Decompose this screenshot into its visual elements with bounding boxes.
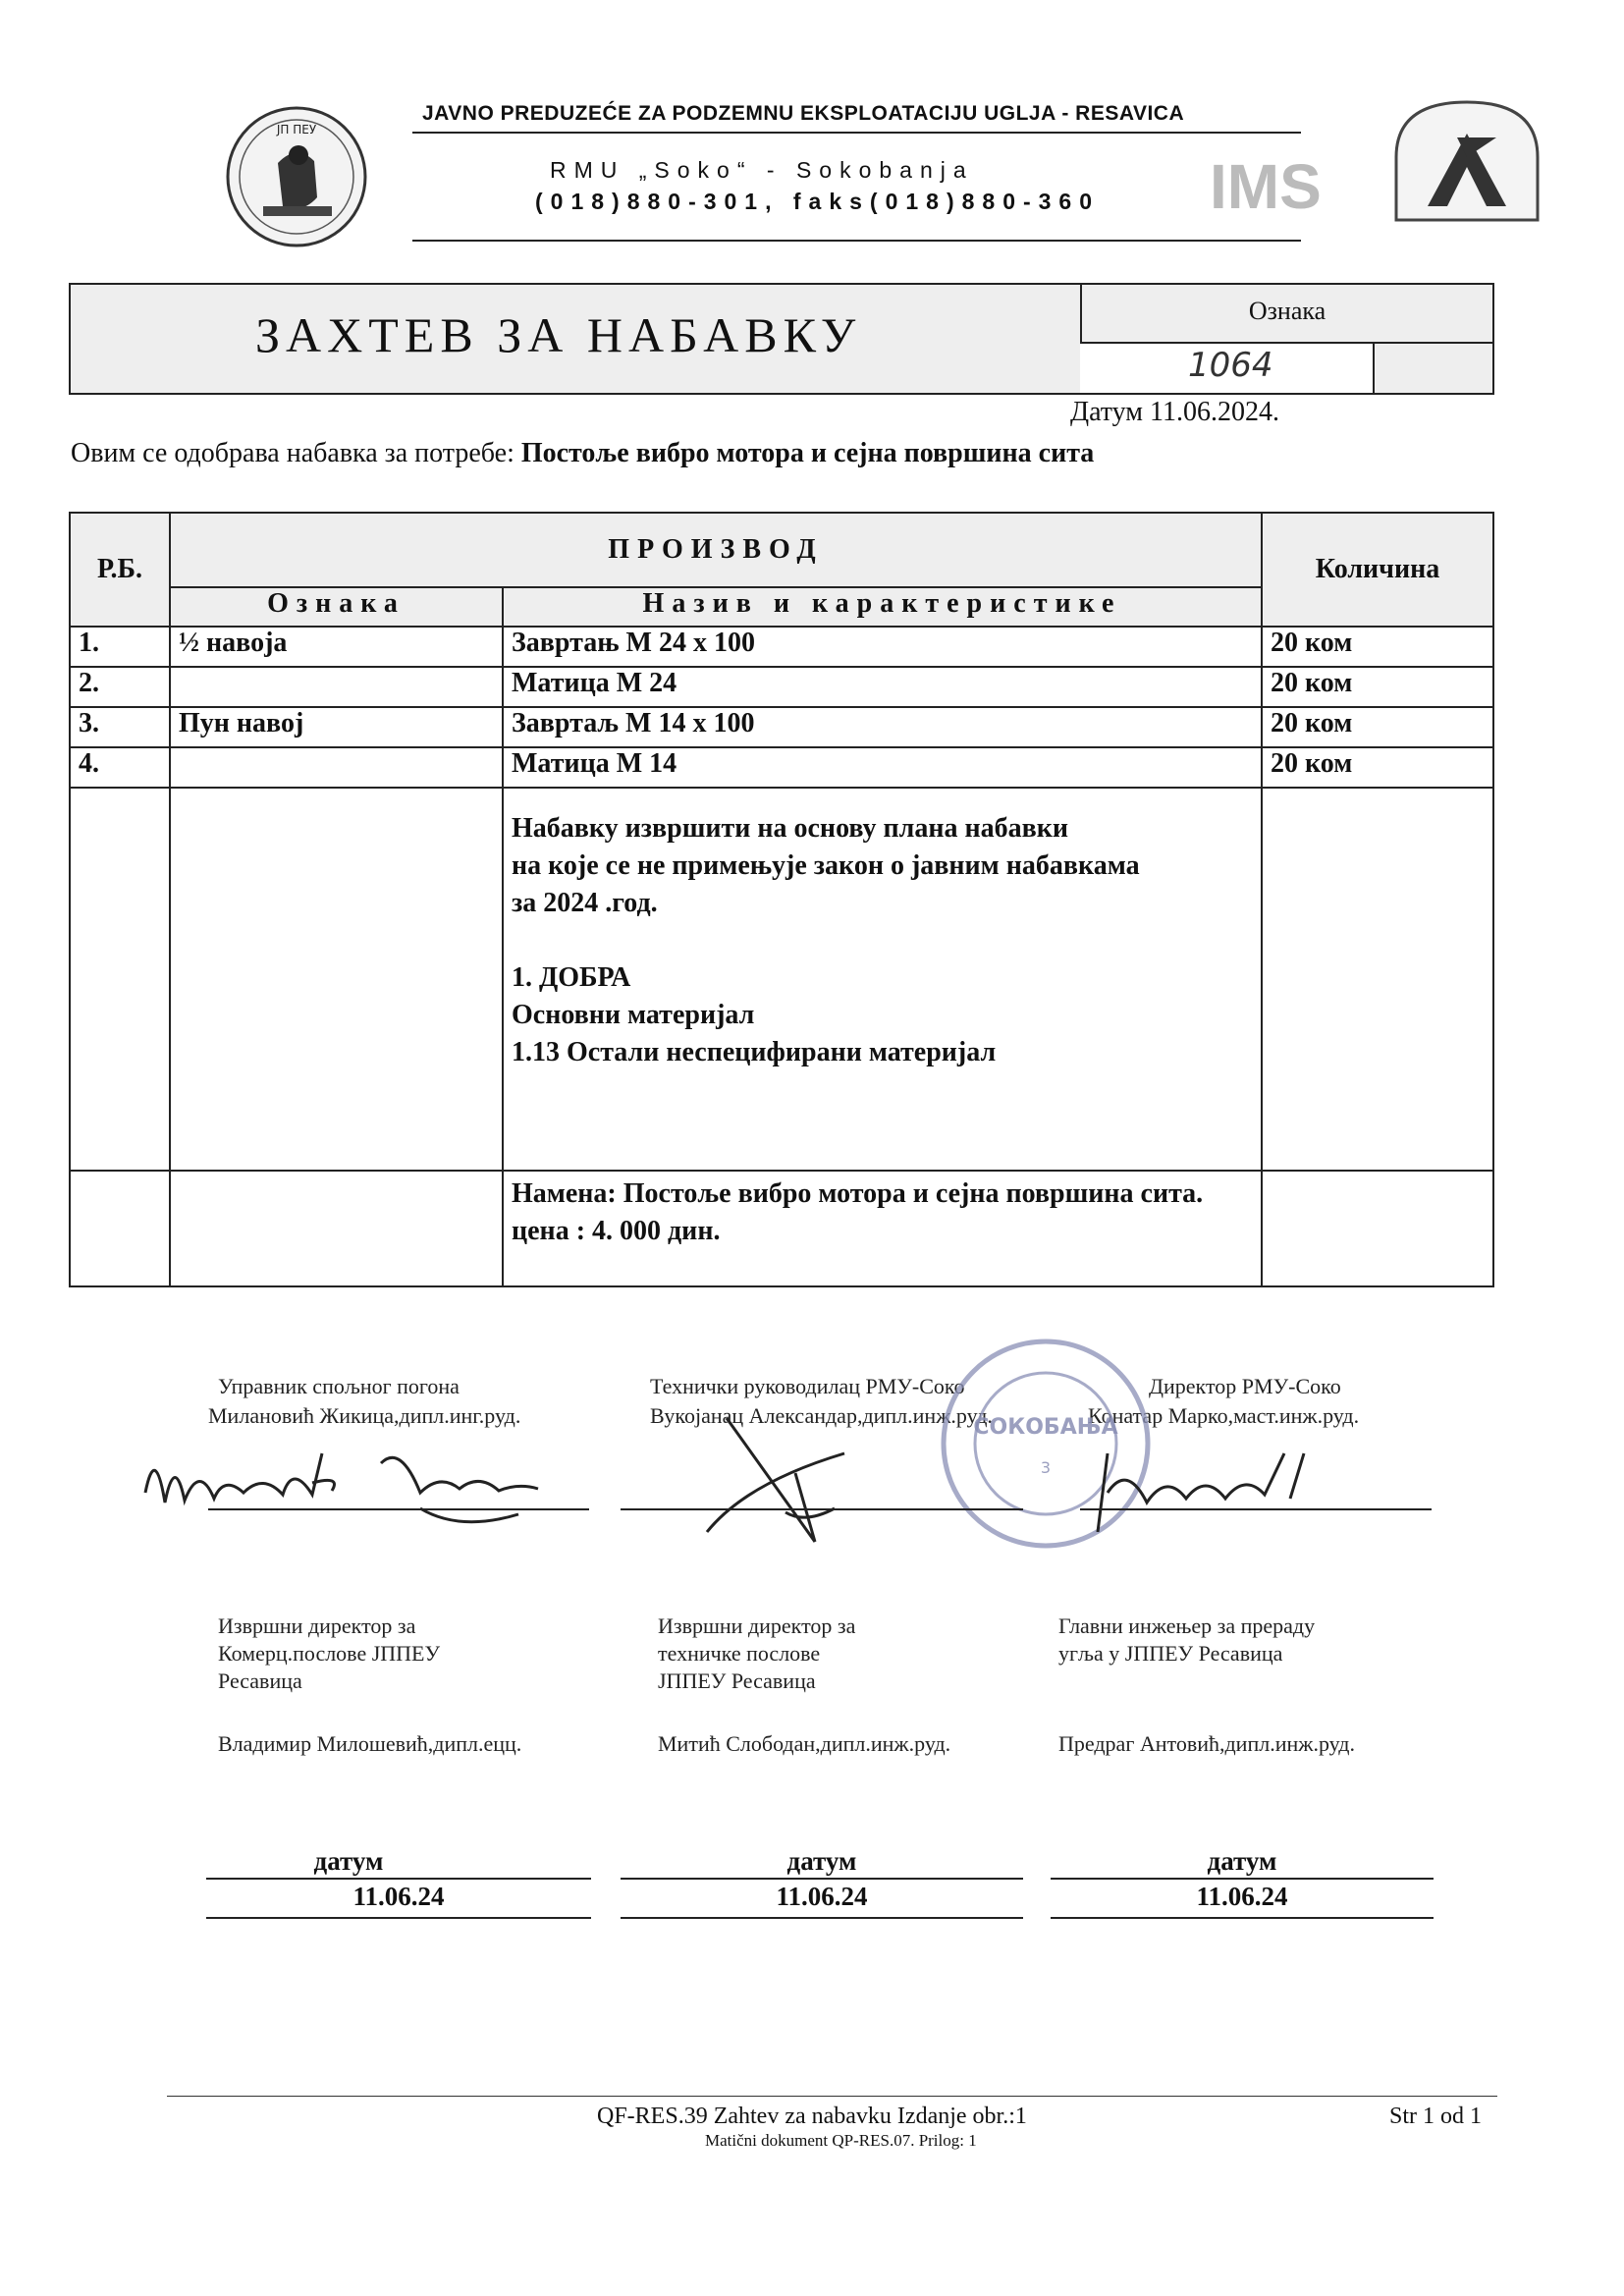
executive-role: техничке послове [658,1641,821,1666]
footer-page-number: Str 1 od 1 [1389,2104,1483,2129]
table-row [70,707,1493,747]
executive-role: угља у ЈППЕУ Ресавица [1058,1641,1283,1666]
svg-text:3: 3 [1040,1458,1052,1477]
document-date: Датум 11.06.2024. [1070,397,1279,427]
executive-role: Главни инжењер за прераду [1058,1613,1316,1638]
notes-line: Основни материјал [512,1000,755,1030]
executive-name: Владимир Милошевић,дипл.ецц. [218,1731,522,1756]
purpose-text: Намена: Постоље вибро мотора и сејна површина сита. [512,1178,1204,1209]
cell-rb: 2. [70,667,170,707]
executive-block [1058,1613,1315,1667]
notes-oznaka-empty [170,788,503,1171]
table-row [70,627,1493,667]
executive-block [658,1613,855,1695]
date-rule [206,1878,591,1880]
table-row [70,747,1493,788]
notes-line: 1. ДОБРА [512,962,631,993]
cell-qty: 20 ком [1262,667,1493,707]
table-row [70,667,1493,707]
purpose-qty-empty [1262,1171,1493,1286]
signature-1 [126,1424,568,1557]
notes-line: за 2024 .год. [512,888,658,918]
items-table [69,512,1494,1287]
date-rule [621,1878,1023,1880]
date-label: датум [1207,1846,1277,1876]
signatory-name: Конатар Марко,маст.инж.руд. [1088,1403,1360,1428]
cell-rb: 1. [70,627,170,667]
company-name: JAVNO PREDUZEĆE ZA PODZEMNU EKSPLOATACIJU UGLJA - RESAVICA [422,102,1185,125]
oznaka-value: 1064 [1188,346,1273,385]
notes-cell [503,788,1262,1171]
date-value: 11.06.24 [776,1882,868,1911]
ims-logo [1210,98,1543,228]
footer-rule [167,2096,1497,2097]
signatory-name: Милановић Жикица,дипл.инг.руд. [208,1403,521,1428]
executive-role: Извршни директор за [658,1613,856,1638]
executive-role: Комерц.послове ЈППЕУ [218,1641,441,1666]
header-rule [412,132,1301,134]
executive-name: Митић Слободан,дипл.инж.руд. [658,1731,951,1756]
mine-name: RMU „Soko“ - Sokobanja [550,157,974,183]
cell-qty: 20 ком [1262,707,1493,747]
signature-2 [687,1414,884,1557]
signatory-role: Управник спољног погона [218,1374,460,1398]
notes-line: 1.13 Остали неспецифирани материјал [512,1037,997,1067]
cell-rb: 4. [70,747,170,788]
executive-role: ЈППЕУ Ресавица [658,1668,816,1693]
notes-rb-empty [70,788,170,1171]
date-rule [206,1917,591,1919]
signature-3 [1088,1434,1324,1547]
executive-role: Извршни директор за [218,1613,416,1638]
executive-block [218,1613,440,1695]
cell-name: Матица М 14 [503,747,1262,788]
purpose-rb-empty [70,1171,170,1286]
signature-line [208,1508,589,1510]
header-product: ПРОИЗВОД [170,513,1262,587]
date-label: датум [786,1846,857,1876]
cell-qty: 20 ком [1262,747,1493,788]
cell-name: Матица М 24 [503,667,1262,707]
approval-line [71,438,1094,469]
company-logo [224,104,369,249]
footer-reference: Matični dokument QP-RES.07. Prilog: 1 [705,2131,977,2150]
cell-oznaka: ½ навоја [170,627,503,667]
cell-qty: 20 ком [1262,627,1493,667]
header-quantity: Количина [1262,513,1493,627]
signature-line [621,1508,1023,1510]
cell-oznaka: Пун навој [170,707,503,747]
notes-line: на које се не примењује закон о јавним набавкама [512,850,1140,881]
approval-purpose: Постоље вибро мотора и сејна површина сита [520,438,1095,468]
notes-row [70,788,1493,1171]
date-label: датум [313,1846,384,1876]
signatory-name: Вукојанац Александар,дипл.инж.руд. [650,1403,993,1428]
purpose-row [70,1171,1493,1286]
cell-name: Завртањ М 24 х 100 [503,627,1262,667]
footer-document-code: QF-RES.39 Zahtev za nabavku Izdanje obr.:1 [597,2104,1027,2129]
header-bottom-rule [412,240,1301,242]
stamp-text: СОКОБАЊА [973,1415,1118,1440]
cell-rb: 3. [70,707,170,747]
cell-oznaka [170,667,503,707]
notes-line: Набавку извршити на основу плана набавки [512,813,1069,844]
executive-name: Предраг Антовић,дипл.инж.руд. [1058,1731,1355,1756]
date-value: 11.06.24 [352,1882,445,1911]
oznaka-label: Ознака [1248,297,1326,325]
approval-prefix: Овим се одобрава набавка за потребе: [71,438,521,468]
signatory-role: Директор РМУ-Соко [1149,1374,1341,1398]
executive-role: Ресавица [218,1668,302,1693]
date-value: 11.06.24 [1196,1882,1288,1911]
document-title: ЗАХТЕВ ЗА НАБАВКУ [255,307,862,362]
notes-spacer [512,922,1253,959]
cell-oznaka [170,747,503,788]
signatory-role: Технички руководилац РМУ-Соко [650,1374,965,1398]
cell-name: Завртаљ М 14 х 100 [503,707,1262,747]
header-name: Назив и карактеристике [503,587,1262,627]
header-rb: Р.Б. [70,513,170,627]
purpose-cell [503,1171,1262,1286]
purpose-oznaka-empty [170,1171,503,1286]
purpose-price: цена : 4. 000 дин. [512,1216,721,1246]
ims-logo-text: IMS [1210,151,1322,222]
date-rule [621,1917,1023,1919]
signature-line [1080,1508,1432,1510]
mine-phone: (018)880-301, faks(018)880-360 [535,189,1101,214]
logo-left-text: ЈП ПЕУ [276,123,317,137]
notes-qty-empty [1262,788,1493,1171]
header-oznaka: Ознака [170,587,503,627]
date-rule [1051,1917,1434,1919]
date-rule [1051,1878,1434,1880]
